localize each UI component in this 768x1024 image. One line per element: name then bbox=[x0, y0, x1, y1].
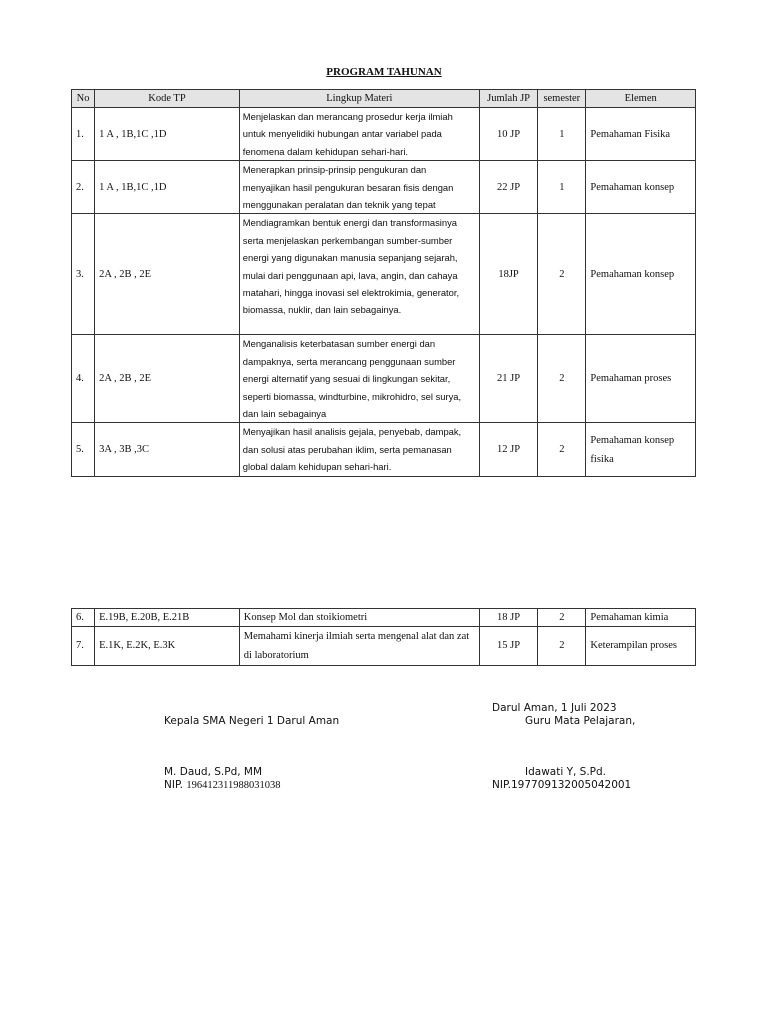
cell-materi: Memahami kinerja ilmiah serta mengenal alat dan zat di laboratorium bbox=[239, 627, 479, 666]
cell-jp: 21 JP bbox=[479, 335, 537, 423]
cell-kode: 1 A , 1B,1C ,1D bbox=[95, 161, 240, 214]
cell-jp: 12 JP bbox=[479, 423, 537, 476]
nip-number: 196412311988031038 bbox=[186, 780, 281, 791]
cell-elemen: Keterampilan proses bbox=[586, 627, 696, 666]
cell-semester: 2 bbox=[538, 214, 586, 335]
right-signer-role: Guru Mata Pelajaran, bbox=[525, 715, 636, 727]
left-signer-name: M. Daud, S.Pd, MM bbox=[164, 766, 263, 778]
cell-elemen: Pemahaman konsep bbox=[586, 161, 696, 214]
header-semester: semester bbox=[538, 90, 586, 108]
header-materi: Lingkup Materi bbox=[239, 90, 479, 108]
cell-materi: Menerapkan prinsip-prinsip pengukuran dan menyajikan hasil pengukuran besaran fisis dengan menggunakan peralatan dan teknik yang tepat bbox=[239, 161, 479, 214]
cell-elemen: Pemahaman proses bbox=[586, 335, 696, 423]
page-title: PROGRAM TAHUNAN bbox=[326, 66, 442, 78]
table-header-row bbox=[72, 90, 696, 108]
program-table-continued bbox=[71, 608, 696, 666]
table-row bbox=[72, 609, 696, 627]
right-signer-name: Idawati Y, S.Pd. bbox=[525, 766, 607, 778]
cell-no: 2. bbox=[72, 161, 95, 214]
header-kode: Kode TP bbox=[95, 90, 240, 108]
cell-no: 6. bbox=[72, 609, 95, 627]
cell-semester: 2 bbox=[538, 423, 586, 476]
cell-semester: 1 bbox=[538, 108, 586, 161]
nip-label: NIP. bbox=[164, 779, 183, 791]
program-table bbox=[71, 89, 696, 477]
cell-semester: 2 bbox=[538, 627, 586, 666]
table-row bbox=[72, 335, 696, 423]
cell-elemen: Pemahaman konsep fisika bbox=[586, 423, 696, 476]
table-row bbox=[72, 108, 696, 161]
header-elemen: Elemen bbox=[586, 90, 696, 108]
left-signer-role: Kepala SMA Negeri 1 Darul Aman bbox=[164, 715, 340, 727]
cell-jp: 18 JP bbox=[479, 609, 537, 627]
header-jp: Jumlah JP bbox=[479, 90, 537, 108]
table-row bbox=[72, 627, 696, 666]
cell-kode: 3A , 3B ,3C bbox=[95, 423, 240, 476]
cell-kode: 2A , 2B , 2E bbox=[95, 214, 240, 335]
cell-materi: Menjelaskan dan merancang prosedur kerja ilmiah untuk menyelidiki hubungan antar variabel pada fenomena dalam kehidupan sehari-hari. bbox=[239, 108, 479, 161]
table-row bbox=[72, 161, 696, 214]
cell-elemen: Pemahaman konsep bbox=[586, 214, 696, 335]
place-date: Darul Aman, 1 Juli 2023 bbox=[492, 702, 617, 714]
cell-kode: 2A , 2B , 2E bbox=[95, 335, 240, 423]
cell-materi: Konsep Mol dan stoikiometri bbox=[239, 609, 479, 627]
header-no: No bbox=[72, 90, 95, 108]
table-row bbox=[72, 214, 696, 335]
cell-no: 4. bbox=[72, 335, 95, 423]
cell-no: 7. bbox=[72, 627, 95, 666]
cell-semester: 2 bbox=[538, 609, 586, 627]
cell-semester: 1 bbox=[538, 161, 586, 214]
cell-kode: E.1K, E.2K, E.3K bbox=[95, 627, 240, 666]
cell-materi: Menganalisis keterbatasan sumber energi dan dampaknya, serta merancang penggunaan sumber energi alternatif yang sesuai di lingkungan sekitar, seperti biomassa, windturbine, mikrohidro, sel surya, dan lain sebagainya bbox=[239, 335, 479, 423]
cell-materi: Menyajikan hasil analisis gejala, penyebab, dampak, dan solusi atas perubahan iklim, serta pemanasan global dalam kehidupan sehari-hari. bbox=[239, 423, 479, 476]
cell-jp: 10 JP bbox=[479, 108, 537, 161]
cell-no: 5. bbox=[72, 423, 95, 476]
right-signer-nip: NIP.197709132005042001 bbox=[492, 779, 632, 791]
cell-materi: Mendiagramkan bentuk energi dan transformasinya serta menjelaskan perkembangan sumber-sumber energi yang digunakan manusia sepanjang sejarah, mulai dari penggunaan api, lava, angin, dan cahaya matahari, hingga inovasi sel elektrokimia, generator, biomassa, nuklir, dan lain sebagainya. bbox=[239, 214, 479, 335]
cell-semester: 2 bbox=[538, 335, 586, 423]
cell-jp: 22 JP bbox=[479, 161, 537, 214]
cell-no: 1. bbox=[72, 108, 95, 161]
left-signer-nip bbox=[164, 779, 280, 791]
cell-jp: 18JP bbox=[479, 214, 537, 335]
cell-jp: 15 JP bbox=[479, 627, 537, 666]
cell-no: 3. bbox=[72, 214, 95, 335]
cell-elemen: Pemahaman Fisika bbox=[586, 108, 696, 161]
cell-elemen: Pemahaman kimia bbox=[586, 609, 696, 627]
table-row bbox=[72, 423, 696, 476]
cell-kode: E.19B, E.20B, E.21B bbox=[95, 609, 240, 627]
cell-kode: 1 A , 1B,1C ,1D bbox=[95, 108, 240, 161]
